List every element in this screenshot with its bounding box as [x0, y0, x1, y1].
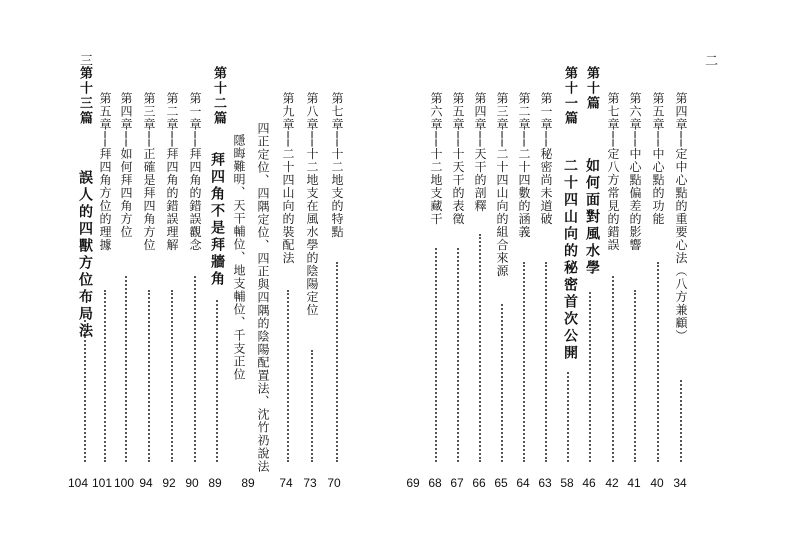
page-ref: 89 — [208, 476, 222, 490]
toc-entry: 第二章──拜四角的錯誤理解 — [165, 92, 179, 252]
part-title: 第十二篇 — [211, 66, 226, 126]
page-ref: 67 — [450, 476, 464, 490]
page-ref: 68 — [428, 476, 442, 490]
toc-entry: 隱晦難明、天干輔位、地支輔位、千支正位 — [232, 134, 246, 381]
page-ref: 34 — [673, 476, 687, 490]
page-ref: 63 — [538, 476, 552, 490]
dot-leader — [612, 276, 616, 462]
part-title: 第十一篇 — [562, 66, 577, 126]
dot-leader — [435, 248, 439, 462]
dot-leader — [567, 372, 571, 462]
toc-entry: 第一章──秘密尚未道破 — [539, 92, 553, 226]
toc-entry: 第七章──十二地支的特點 — [330, 92, 344, 239]
toc-entry: 第八章──十二地支在風水學的陰陽定位 — [305, 92, 319, 317]
part-title: 第十篇 — [584, 66, 599, 111]
toc-entry: 四正定位、四隅定位、四正與四隅的陰陽配置法、 — [256, 122, 270, 408]
right-page-number: 二 — [705, 54, 720, 69]
left-page-number: 三 — [80, 54, 95, 69]
part-heading: 誤人的四獸方位布局法 — [77, 170, 93, 340]
toc-entry: 沈竹礽說法 — [256, 408, 270, 473]
page-ref: 41 — [627, 476, 641, 490]
toc-entry: 第四章──如何拜四角方位 — [119, 92, 133, 239]
toc-entry: 第三章──正確是拜四角方位 — [142, 92, 156, 252]
page-ref: 94 — [139, 476, 153, 490]
page-ref: 64 — [516, 476, 530, 490]
dot-leader — [680, 380, 684, 462]
page-ref: 74 — [279, 476, 293, 490]
toc-entry: 第四章──定中心點的重要心法（八方兼顧） — [674, 92, 688, 343]
dot-leader — [657, 262, 661, 462]
toc-entry: 第五章──拜四角方位的理據 — [98, 92, 112, 252]
dot-leader — [125, 276, 129, 462]
dot-leader — [311, 350, 315, 462]
page-ref: 89 — [241, 476, 255, 490]
page-ref: 65 — [494, 476, 508, 490]
dot-leader — [589, 292, 593, 462]
dot-leader — [171, 290, 175, 462]
dot-leader — [216, 300, 220, 462]
toc-entry: 第五章──中心點的功能 — [651, 92, 665, 226]
page-ref: 92 — [162, 476, 176, 490]
toc-entry: 第二章──二十四數的涵義 — [517, 92, 531, 239]
dot-leader — [104, 290, 108, 462]
dot-leader — [545, 262, 549, 462]
dot-leader — [457, 248, 461, 462]
page-ref: 66 — [472, 476, 486, 490]
dot-leader — [501, 304, 505, 462]
toc-entry: 第三章──二十四山向的組合來源 — [495, 92, 509, 278]
toc-entry: 第六章──十二地支藏干 — [429, 92, 443, 226]
part-heading: 如何面對風水學 — [584, 158, 600, 277]
toc-entry: 第七章──定八方常見的錯誤 — [606, 92, 620, 252]
part-heading: 拜四角不是拜牆角 — [209, 152, 225, 288]
page-ref: 69 — [406, 476, 420, 490]
page-ref: 46 — [582, 476, 596, 490]
page-ref: 42 — [605, 476, 619, 490]
page-ref: 70 — [327, 476, 341, 490]
dot-leader — [523, 262, 527, 462]
toc-entry: 第一章──拜四角的錯誤觀念 — [188, 92, 202, 252]
toc-entry: 第六章──中心點偏差的影響 — [628, 92, 642, 252]
dot-leader — [194, 276, 198, 462]
page-ref: 104 — [67, 476, 89, 490]
dot-leader — [634, 290, 638, 462]
part-title: 第十三篇 — [77, 66, 92, 126]
page-ref: 40 — [650, 476, 664, 490]
toc-entry: 第四章──天干的剖釋 — [473, 92, 487, 213]
toc-entry: 第五章──十天干的表徵 — [451, 92, 465, 226]
dot-leader — [479, 234, 483, 462]
page-ref: 90 — [185, 476, 199, 490]
dot-leader — [84, 320, 88, 462]
page-ref: 101 — [91, 476, 113, 490]
part-heading: 二十四山向的秘密首次公開 — [562, 158, 578, 362]
dot-leader — [287, 290, 291, 462]
page-ref: 58 — [560, 476, 574, 490]
toc-entry: 第九章──二十四山向的裝配法 — [281, 92, 295, 265]
dot-leader — [336, 262, 340, 462]
page-ref: 73 — [303, 476, 317, 490]
dot-leader — [148, 290, 152, 462]
page-ref: 100 — [113, 476, 135, 490]
